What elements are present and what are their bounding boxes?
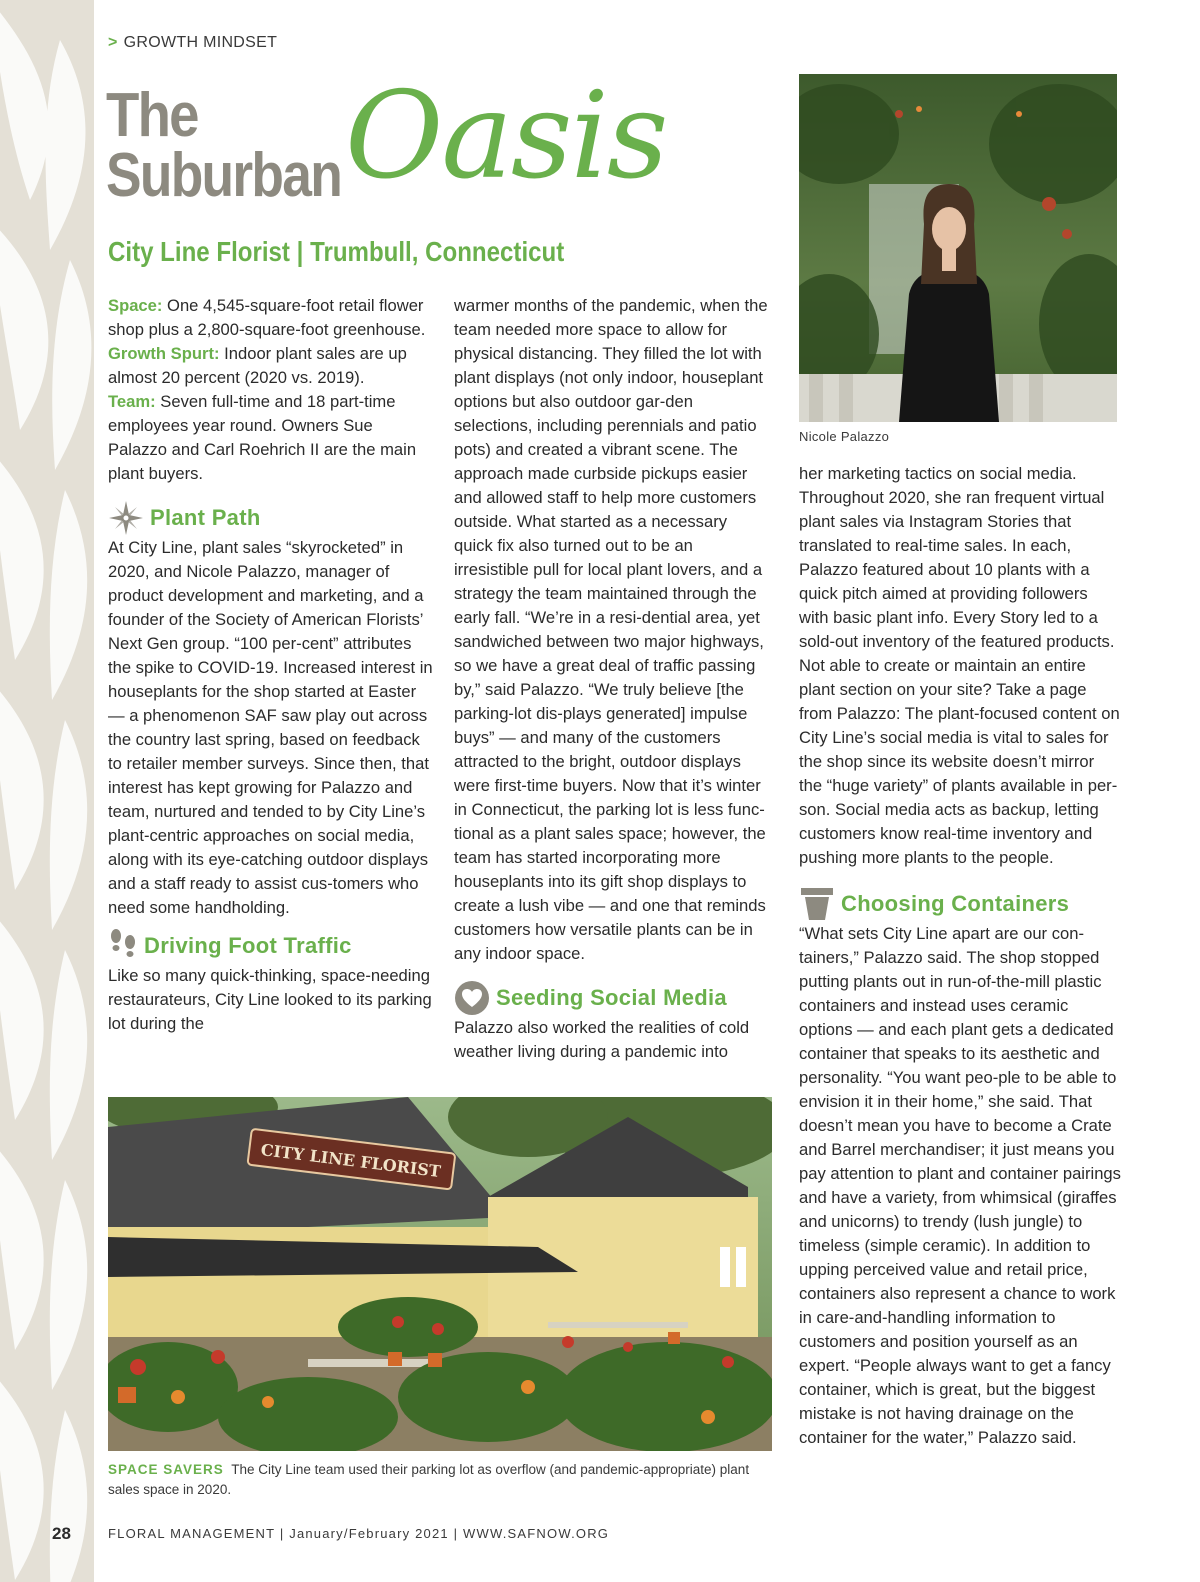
section-heading-foot-traffic — [108, 928, 434, 964]
section-heading-text: Plant Path — [150, 505, 261, 530]
fact-text: Seven full-time and 18 part-time employees year round. Owners Sue Palazzo and Carl Roehrich II are the main plant buyers. — [108, 392, 417, 483]
article-subhead: City Line Florist | Trumbull, Connecticut — [108, 236, 565, 267]
section-heading-text: Seeding Social Media — [496, 985, 727, 1010]
flowerpot-icon — [799, 886, 835, 922]
fact-label: Team: — [108, 392, 156, 411]
page-footer — [0, 1524, 700, 1544]
section-body: At City Line, plant sales “skyrocketed” in 2020, and Nicole Palazzo, manager of product development and marketing, and a founder of the Society of American Florists’ Next Gen group. “100 per-cent” attributes the spike to COVID-19. Increased interest in houseplants for the shop started at Easter — a phenomenon SAF saw play out across the country last spring, based on feedback to retailer member surveys. Since then, that interest has kept growing for Palazzo and team, nurtured and tended to by City Line’s plant-centric approaches on social media, along with its eye-catching outdoor displays and a staff ready to assist cus-tomers who need some handholding. — [108, 538, 433, 917]
section-body: her marketing tactics on social media. Throughout 2020, she ran frequent virtual plant sales via Instagram Stories that translated to real-time sales. In each, Palazzo featured about 10 plants with a quick pitch aimed at providing followers with basic plant info. Every Story led to a sold-out inventory of the featured products. Not able to create or maintain an entire plant section on your site? Take a page from Palazzo: The plant-focused content on City Line’s social media is vital to sales for the shop since its website doesn’t mirror the “huge variety” of plants available in per-son. Social media acts as backup, letting customers know real-time inventory and pushing more plants to the people. — [799, 464, 1120, 867]
section-body: warmer months of the pandemic, when the team needed more space to allow for physical distancing. They filled the lot with plant displays (not only indoor, houseplant options but also outdoor gar-den selections, including perennials and patio pots) and created a vibrant scene. The approach made curbside pickups easier and allowed staff to help more customers outside. What started as a necessary quick fix also turned out to be an irresistible pull for local plant lovers, and a strategy the team maintained through the early fall. “We’re in a resi-dential area, yet sandwiched between two major highways, so we have a great deal of traffic passing by,” said Palazzo. “We truly believe [the parking-lot dis-plays generated] impulse buys” — and many of the customers attracted to the bright, outdoor displays were first-time buyers. Now that it’s winter in Connecticut, the parking lot is less func-tional as a plant sales space; however, the team has started incorporating more houseplants into its gift shop displays to create a lush vibe — and one that reminds customers how versatile plants can be in any indoor space. — [454, 296, 768, 963]
footer-masthead: FLORAL MANAGEMENT | January/February 2021 | WWW.SAFNOW.ORG — [108, 1526, 610, 1541]
column-3 — [799, 462, 1121, 1450]
fact-label: Space: — [108, 296, 163, 315]
fact-growth — [108, 342, 434, 390]
leaf-pattern-icon — [0, 0, 94, 1582]
page-number: 28 — [52, 1524, 71, 1543]
footprints-icon — [108, 928, 138, 964]
title-script: Oasis — [345, 67, 667, 206]
portrait-caption: Nicole Palazzo — [799, 429, 890, 444]
compass-icon — [108, 500, 144, 536]
section-heading-containers — [799, 886, 1121, 922]
section-body: Like so many quick-thinking, space-needing restaurateurs, City Line looked to its parking lot during the — [108, 966, 432, 1033]
title-line-2: Suburban — [106, 141, 342, 210]
title-line-1: The — [106, 81, 198, 150]
section-body: Palazzo also worked the realities of cold weather living during a pandemic into — [454, 1018, 750, 1061]
section-kicker — [108, 34, 277, 52]
section-heading-plant-path — [108, 500, 434, 536]
fact-team — [108, 390, 434, 486]
fact-text: Indoor plant sales are up almost 20 percent (2020 vs. 2019). — [108, 344, 407, 387]
fact-space — [108, 294, 434, 342]
store-sign-text: CITY LINE FLORIST — [259, 1140, 442, 1182]
section-body: “What sets City Line apart are our con-tainers,” Palazzo said. The shop stopped putting plants out in run-of-the-mill plastic containers and instead uses ceramic options — and each plant gets a dedicated container that speaks to its aesthetic and personality. “You want peo-ple to be able to envision it in their home,” she said. That doesn’t mean you have to become a Crate and Barrel merchandiser; it just means you pay attention to plant and container pairings and have a variety, from whimsical (giraffes and unicorns) to trendy (lush jungle) to timeless (simple ceramic). In addition to upping perceived value and retail price, containers also represent a chance to work in care-and-handling information to customers and position yourself as an expert. “People always want to get a fancy container, which is great, but the biggest mistake is not having drainage on the container for the water,” Palazzo said. — [799, 924, 1121, 1447]
fact-label: Growth Spurt: — [108, 344, 220, 363]
column-1 — [108, 294, 434, 1036]
heart-icon — [454, 980, 490, 1016]
column-2 — [454, 294, 770, 1064]
photo-caption — [108, 1460, 758, 1500]
section-heading-text: Choosing Containers — [841, 891, 1070, 916]
caption-text: The City Line team used their parking lot as overflow (and pandemic-appropriate) plant sales space in 2020. — [108, 1462, 750, 1497]
decorative-leaf-strip — [0, 0, 94, 1582]
section-heading-text: Driving Foot Traffic — [144, 933, 352, 958]
chevron-right-icon: > — [108, 34, 118, 51]
fact-text: One 4,545-square-foot retail flower shop plus a 2,800-square-foot greenhouse. — [108, 296, 426, 339]
store-photo — [108, 1097, 772, 1451]
section-heading-social — [454, 980, 770, 1016]
caption-label: SPACE SAVERS — [108, 1462, 224, 1477]
portrait-photo — [799, 74, 1117, 422]
kicker-label: GROWTH MINDSET — [123, 34, 278, 51]
